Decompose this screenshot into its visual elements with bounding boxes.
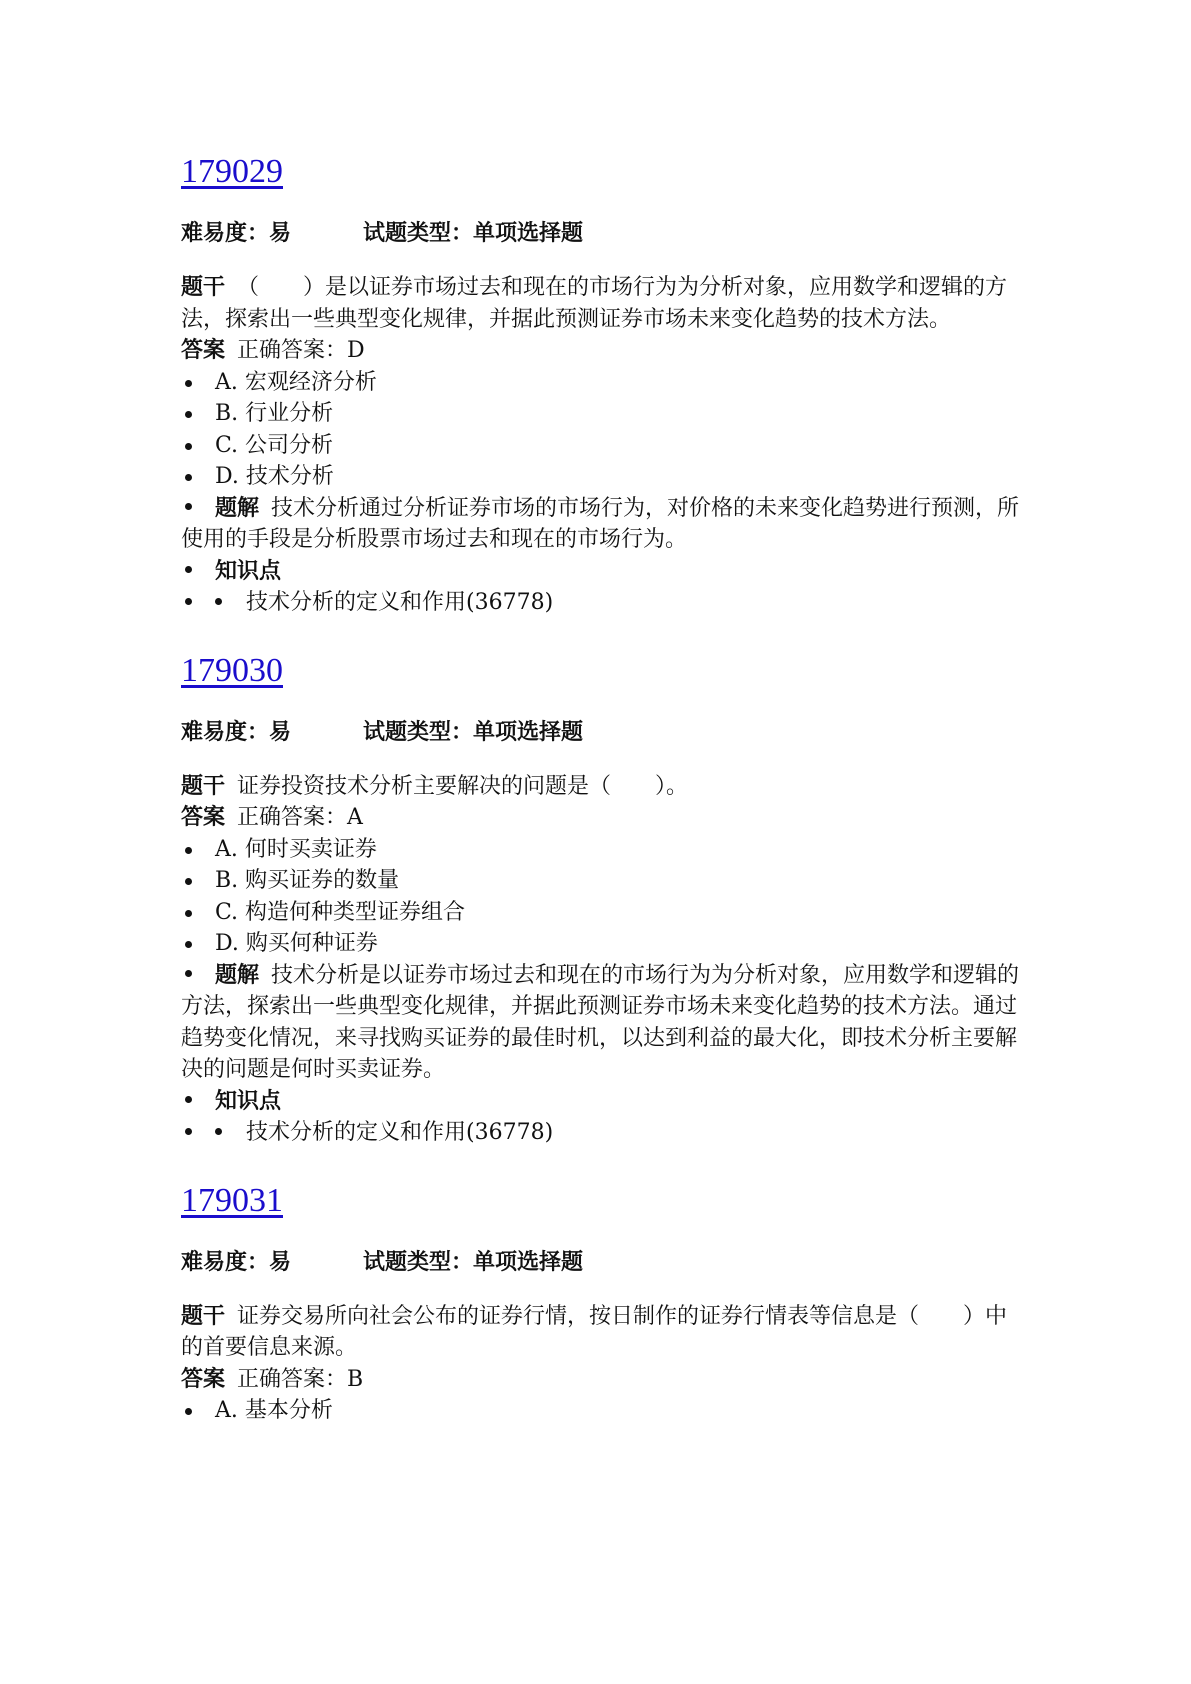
answer-line [181, 1364, 1021, 1396]
question-type-label: 试题类型：单项选择题 [363, 718, 584, 745]
option-item: B. 行业分析 [181, 398, 1021, 430]
knowledge-item [181, 587, 1021, 619]
bullet-icon [215, 1128, 222, 1135]
question-id-link[interactable]: 179029 [181, 153, 283, 190]
bullet-icon [185, 1128, 192, 1135]
answer-text: 正确答案：A [237, 805, 363, 830]
stem-label: 题干 [181, 1302, 226, 1329]
explanation-label: 题解 [215, 494, 260, 521]
option-item: A. 宏观经济分析 [181, 367, 1021, 399]
question-id-link[interactable]: 179030 [181, 651, 283, 689]
bullet-icon [185, 970, 192, 977]
knowledge-heading [181, 556, 1021, 588]
knowledge-label: 知识点 [215, 557, 282, 584]
question-id-link[interactable]: 179031 [181, 1181, 283, 1219]
bullet-icon [215, 598, 222, 605]
stem-label: 题干 [181, 772, 226, 799]
option-item: C. 构造何种类型证券组合 [181, 897, 1021, 929]
option-item: D. 购买何种证券 [181, 928, 1021, 960]
stem-text: 证券交易所向社会公布的证券行情，按日制作的证券行情表等信息是（ ）中的首要信息来源。 [181, 1303, 1008, 1360]
answer-label: 答案 [181, 804, 226, 830]
answer-label: 答案 [181, 337, 226, 363]
stem-text: （ ）是以证券市场过去和现在的市场行为为分析对象，应用数学和逻辑的方法，探索出一些典型变化规律，并据此预测证券市场未来变化趋势的技术方法。 [181, 275, 1008, 332]
question-meta [181, 218, 1021, 248]
explanation-text: 技术分析是以证券市场过去和现在的市场行为为分析对象，应用数学和逻辑的方法，探索出一些典型变化规律，并据此预测证券市场未来变化趋势的技术方法。通过趋势变化情况，来寻找购买证券的最佳时机，以达到利益的最大化，即技术分析主要解决的问题是何时买卖证券。 [181, 962, 1020, 1082]
knowledge-text: 技术分析的定义和作用(36778) [246, 1120, 554, 1145]
bullet-icon [185, 503, 192, 510]
option-list [181, 1395, 1021, 1427]
difficulty-label: 难易度：易 [181, 220, 292, 246]
question-stem [181, 272, 1021, 335]
answer-line [181, 335, 1021, 367]
question-block [181, 1179, 1021, 1427]
question-stem [181, 771, 1021, 803]
stem-text: 证券投资技术分析主要解决的问题是（ ）。 [237, 773, 689, 799]
answer-label: 答案 [181, 1365, 226, 1392]
explanation [181, 493, 1021, 556]
option-item: A. 基本分析 [181, 1395, 1021, 1427]
knowledge-label: 知识点 [215, 1087, 282, 1114]
answer-text: 正确答案：D [237, 338, 365, 363]
option-item: C. 公司分析 [181, 430, 1021, 462]
stem-label: 题干 [181, 274, 226, 300]
bullet-icon [185, 566, 192, 573]
difficulty-label: 难易度：易 [181, 1248, 292, 1275]
option-item: B. 购买证券的数量 [181, 865, 1021, 897]
question-meta [181, 717, 1021, 747]
knowledge-text: 技术分析的定义和作用(36778) [246, 590, 554, 615]
question-block [181, 649, 1021, 1149]
option-list [181, 834, 1021, 960]
answer-line [181, 802, 1021, 834]
explanation-text: 技术分析通过分析证券市场的市场行为，对价格的未来变化趋势进行预测，所使用的手段是分析股票市场过去和现在的市场行为。 [181, 495, 1020, 552]
option-item: A. 何时买卖证券 [181, 834, 1021, 866]
explanation [181, 960, 1021, 1086]
knowledge-item [181, 1117, 1021, 1149]
difficulty-label: 难易度：易 [181, 718, 292, 745]
bullet-icon [185, 598, 192, 605]
explanation-label: 题解 [215, 961, 260, 988]
document-page [181, 150, 1021, 1447]
question-stem [181, 1301, 1021, 1364]
option-item: D. 技术分析 [181, 461, 1021, 493]
option-list [181, 367, 1021, 493]
question-block [181, 150, 1021, 619]
bullet-icon [185, 1096, 192, 1103]
answer-text: 正确答案：B [237, 1366, 364, 1392]
knowledge-heading [181, 1086, 1021, 1118]
question-type-label: 试题类型：单项选择题 [363, 1248, 584, 1275]
question-type-label: 试题类型：单项选择题 [363, 220, 584, 246]
question-meta [181, 1247, 1021, 1277]
